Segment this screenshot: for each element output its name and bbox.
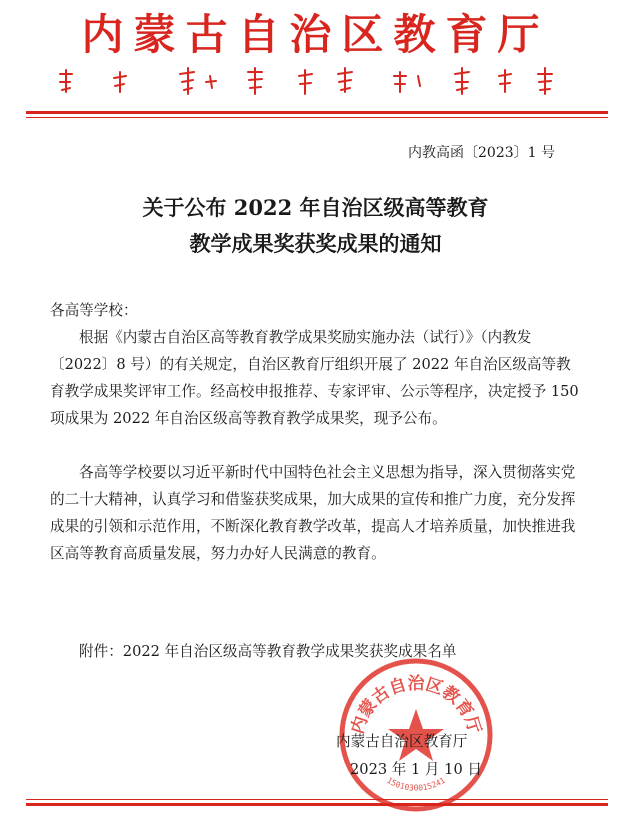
title-line-1: 关于公布 2022 年自治区级高等教育 <box>142 195 489 220</box>
paragraph-2: 各高等学校要以习近平新时代中国特色社会主义思想为指导，深入贯彻落实党的二十大精神，认真学习和借鉴获奖成果，加大成果的宣传和推广力度，充分发挥成果的引领和示范作用，不断深化教育教学改革，提高人才培养质量，加快推进我区高等教育高质量发展，努力办好人民满意的教育。 <box>50 464 576 562</box>
letterhead-org-name: 内蒙古自治区教育厅 <box>81 10 550 59</box>
document-number: 内教高函〔2023〕1 号 <box>408 145 555 161</box>
header-rule-thick <box>26 111 608 114</box>
footer-rule-thick <box>26 803 608 806</box>
footer-rule-thin <box>26 799 608 800</box>
svg-text:内蒙古自治区教育厅: 内蒙古自治区教育厅 <box>347 674 485 737</box>
svg-text:1501030015241: 1501030015241 <box>385 775 447 793</box>
salutation: 各高等学校： <box>50 302 138 319</box>
header-rule-thin <box>26 117 608 118</box>
issue-date: 2023 年 1 月 10 日 <box>350 761 482 778</box>
letterhead-mongolian-script <box>0 62 631 102</box>
attachment-note: 附件：2022 年自治区级高等教育教学成果奖获奖成果名单 <box>79 643 457 660</box>
title-line-2: 教学成果奖获奖成果的通知 <box>189 231 442 256</box>
paragraph-1: 根据《内蒙古自治区高等教育教学成果奖励实施办法（试行）》（内教发〔2022〕8 号）的有关规定，自治区教育厅组织开展了 2022 年自治区级高等教育教学成果奖评审工作。经高校申报推荐、专家评审、公示等程序，决定授予 150 项成果为 2022 年自治区级高等教育教学成果奖，现予公布。 <box>50 329 579 427</box>
issuer-name: 内蒙古自治区教育厅 <box>336 733 468 750</box>
